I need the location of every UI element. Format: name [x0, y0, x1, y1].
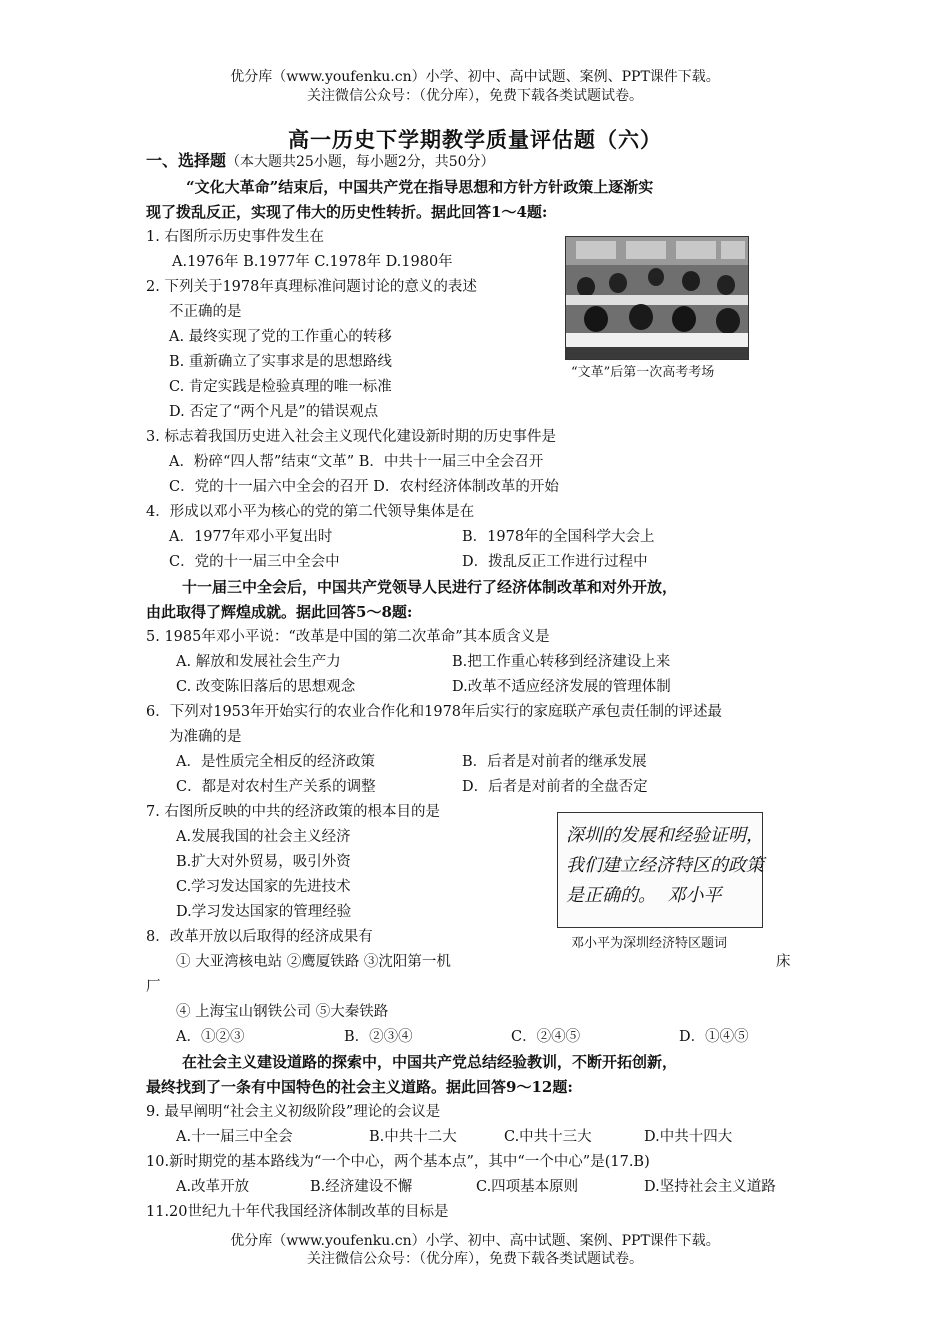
q4-option-a: A．1977年邓小平复出时: [169, 529, 333, 545]
q2-option-d: D. 否定了“两个凡是”的错误观点: [169, 404, 379, 420]
calligraphy-signature: 邓小平: [667, 885, 722, 906]
intro-2-line-2: 由此取得了辉煌成就。据此回答5～8题:: [146, 603, 413, 621]
q9-option-c: C.中共十三大: [504, 1129, 592, 1145]
q3-options-ab: A．粉碎“四人帮”结束“文革” B．中共十一届三中全会召开: [169, 454, 544, 470]
q7-option-d: D.学习发达国家的管理经验: [176, 904, 352, 920]
exam-hall-image: [566, 237, 748, 359]
page-title: 高一历史下学期教学质量评估题（六）: [288, 127, 662, 152]
q4-stem: 4．形成以邓小平为核心的党的第二代领导集体是在: [146, 504, 475, 520]
q5-option-c: C. 改变陈旧落后的思想观念: [176, 679, 356, 695]
q5-stem: 5. 1985年邓小平说：“改革是中国的第二次革命”其本质含义是: [146, 629, 550, 645]
q4-option-c: C．党的十一届三中全会中: [169, 554, 340, 570]
q9-option-b: B.中共十二大: [369, 1129, 457, 1145]
q7-stem: 7. 右图所反映的中共的经济政策的根本目的是: [146, 804, 440, 820]
q5-option-a: A. 解放和发展社会生产力: [176, 654, 341, 670]
q10-option-d: D.坚持社会主义道路: [644, 1179, 776, 1195]
q8-items-1: ① 大亚湾核电站 ②鹰厦铁路 ③沈阳第一机: [176, 954, 451, 970]
header-line-1: 优分库（www.youfenku.cn）小学、初中、高中试题、案例、PPT课件下载。: [230, 69, 720, 85]
q2-stem-cont: 不正确的是: [169, 304, 242, 320]
q6-option-b: B．后者是对前者的继承发展: [462, 754, 647, 770]
header-line-2: 关注微信公众号：（优分库），免费下载各类试题试卷。: [307, 88, 643, 104]
q2-option-b: B. 重新确立了实事求是的思想路线: [169, 354, 392, 370]
q10-option-b: B.经济建设不懈: [310, 1179, 413, 1195]
q5-option-d: D.改革不适应经济发展的管理体制: [452, 679, 671, 695]
exam-hall-photo: [565, 236, 749, 360]
q8-option-c: C．②④⑤: [511, 1029, 581, 1045]
q2-option-c: C. 肯定实践是检验真理的唯一标准: [169, 379, 392, 395]
q8-items-1-tail: 床: [776, 954, 791, 970]
q10-option-a: A.改革开放: [176, 1179, 250, 1195]
calligraphy-line-2: 我们建立经济特区的政策: [566, 855, 764, 876]
q9-stem: 9. 最早阐明“社会主义初级阶段”理论的会议是: [146, 1104, 441, 1120]
q8-option-a: A．①②③: [176, 1029, 245, 1045]
q6-option-a: A．是性质完全相反的经济政策: [176, 754, 375, 770]
q7-option-a: A.发展我国的社会主义经济: [176, 829, 351, 845]
q4-option-b: B．1978年的全国科学大会上: [462, 529, 655, 545]
q6-stem: 6．下列对1953年开始实行的农业合作化和1978年后实行的家庭联产承包责任制的评述最: [146, 704, 723, 720]
calligraphy-caption: 邓小平为深圳经济特区题词: [571, 936, 728, 951]
q6-option-c: C．都是对农村生产关系的调整: [176, 779, 376, 795]
q3-stem: 3. 标志着我国历史进入社会主义现代化建设新时期的历史事件是: [146, 429, 556, 445]
q8-items-2: ④ 上海宝山钢铁公司 ⑤大秦铁路: [176, 1004, 389, 1020]
q8-option-b: B．②③④: [344, 1029, 413, 1045]
intro-3-line-1: 在社会主义建设道路的探索中，中国共产党总结经验教训，不断开拓创新，: [182, 1053, 678, 1071]
exam-photo-caption: “文革”后第一次高考考场: [571, 365, 715, 380]
q9-option-d: D.中共十四大: [644, 1129, 733, 1145]
q5-option-b: B.把工作重心转移到经济建设上来: [452, 654, 671, 670]
q8-items-1-wrap: 厂: [146, 979, 161, 995]
intro-1-line-2: 现了拨乱反正，实现了伟大的历史性转折。据此回答1～4题:: [146, 203, 548, 221]
q8-option-d: D．①④⑤: [679, 1029, 749, 1045]
q2-option-a: A. 最终实现了党的工作重心的转移: [169, 329, 392, 345]
q1-options: A.1976年 B.1977年 C.1978年 D.1980年: [172, 254, 453, 270]
calligraphy-line-1: 深圳的发展和经验证明，: [566, 825, 764, 846]
q1-stem: 1. 右图所示历史事件发生在: [146, 229, 324, 245]
intro-1-line-1: “文化大革命”结束后，中国共产党在指导思想和方针方针政策上逐渐实: [186, 178, 654, 196]
q7-option-b: B.扩大对外贸易，吸引外资: [176, 854, 351, 870]
footer-line-2: 关注微信公众号：（优分库），免费下载各类试题试卷。: [307, 1251, 643, 1267]
calligraphy-line-3: 是正确的。 邓小平: [566, 885, 722, 906]
intro-2-line-1: 十一届三中全会后，中国共产党领导人民进行了经济体制改革和对外开放，: [182, 578, 678, 596]
q11-stem: 11.20世纪九十年代我国经济体制改革的目标是: [146, 1204, 449, 1220]
q7-option-c: C.学习发达国家的先进技术: [176, 879, 351, 895]
calligraphy-text: [566, 821, 764, 911]
q9-option-a: A.十一届三中全会: [176, 1129, 293, 1145]
section-label: 一、选择题: [146, 151, 227, 170]
q3-options-cd: C．党的十一届六中全会的召开 D．农村经济体制改革的开始: [169, 479, 559, 495]
q8-stem: 8．改革开放以后取得的经济成果有: [146, 929, 373, 945]
calligraphy-image: [557, 812, 763, 928]
q4-option-d: D．拨乱反正工作进行过程中: [462, 554, 648, 570]
intro-3-line-2: 最终找到了一条有中国特色的社会主义道路。据此回答9～12题:: [146, 1078, 573, 1096]
q6-option-d: D．后者是对前者的全盘否定: [462, 779, 648, 795]
footer-line-1: 优分库（www.youfenku.cn）小学、初中、高中试题、案例、PPT课件下载。: [230, 1233, 720, 1249]
section-note: （本大题共25小题，每小题2分，共50分）: [226, 154, 495, 170]
section-heading: [146, 151, 495, 172]
q2-stem: 2. 下列关于1978年真理标准问题讨论的意义的表述: [146, 279, 477, 295]
q10-stem: 10.新时期党的基本路线为“一个中心，两个基本点”，其中“一个中心”是(17.B): [146, 1154, 650, 1170]
q6-stem-cont: 为准确的是: [169, 729, 242, 745]
q10-option-c: C.四项基本原则: [476, 1179, 579, 1195]
